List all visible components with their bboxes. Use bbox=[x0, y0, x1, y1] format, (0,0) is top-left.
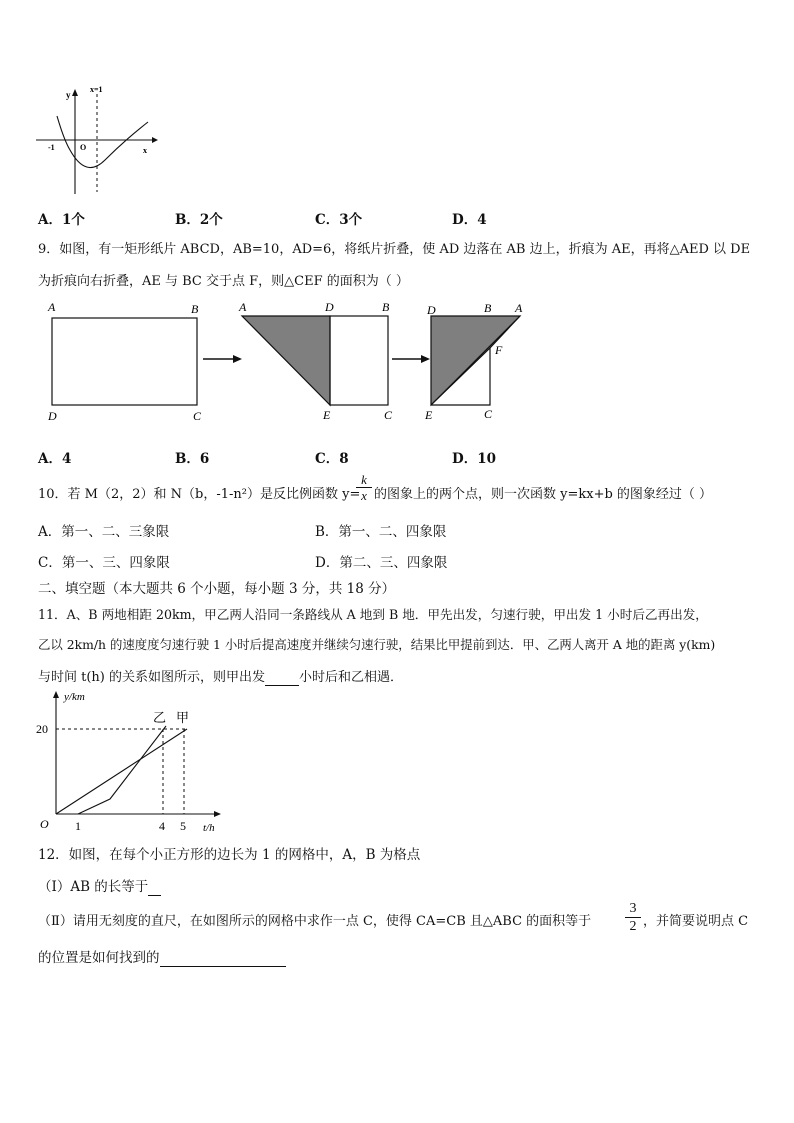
folded-triangle-shaded bbox=[242, 316, 330, 405]
q10-option-a[interactable]: A．第一、二、三象限 bbox=[38, 524, 170, 540]
fig3-label-c: C bbox=[484, 407, 493, 421]
t-axis-arrow bbox=[214, 811, 221, 817]
q9-stem-line2: 为折痕向右折叠，AE 与 BC 交于点 F，则△CEF 的面积为（ ） bbox=[38, 274, 409, 289]
q8-option-b[interactable]: B．2个 bbox=[175, 212, 223, 228]
parabola-curve bbox=[57, 116, 148, 168]
graph-line-label: x=1 bbox=[90, 85, 103, 94]
q10-fraction-numerator: k bbox=[361, 472, 367, 487]
graph-y-label: y/km bbox=[64, 691, 85, 703]
q11-stem-line3 bbox=[38, 666, 403, 686]
fig1-label-b: B bbox=[191, 302, 199, 316]
fig2-label-a: A bbox=[239, 300, 247, 314]
graph-x-label: x bbox=[143, 146, 147, 155]
q8-option-d[interactable]: D．4 bbox=[452, 212, 487, 228]
q8-option-a[interactable]: A．1个 bbox=[38, 212, 85, 228]
q9-option-b[interactable]: B．6 bbox=[175, 451, 210, 467]
fig3-label-f: F bbox=[495, 343, 503, 357]
q9-stem-line1: 9．如图，有一矩形纸片 ABCD，AB=10，AD=6，将纸片折叠，使 AD 边落在 AB 边上，折痕为 AE，再将△AED 以 DE bbox=[38, 242, 751, 257]
q10-fraction bbox=[356, 472, 372, 503]
distance-time-graph bbox=[30, 686, 230, 836]
fig3-label-e: E bbox=[425, 408, 433, 422]
q12-part2-text: （Ⅱ）请用无刻度的直尺，在如图所示的网格中求作一点 C，使得 CA=CB 且△ABC 的面积等于 bbox=[38, 914, 592, 929]
arrow-2-head bbox=[421, 355, 430, 363]
q8-option-c[interactable]: C．3个 bbox=[315, 212, 363, 228]
parabola-graph bbox=[30, 84, 160, 200]
section-heading: 二、填空题（本大题共 6 个小题，每小题 3 分，共 18 分） bbox=[38, 581, 396, 597]
fig1-label-c: C bbox=[193, 409, 202, 423]
remaining-rectangle bbox=[330, 316, 388, 405]
graph-origin: O bbox=[40, 817, 49, 831]
folding-figures bbox=[40, 296, 540, 426]
graph-origin: O bbox=[80, 143, 87, 152]
q12-fraction-denominator: 2 bbox=[625, 917, 641, 935]
rectangle-abcd bbox=[52, 318, 197, 405]
graph-t-label: t/h bbox=[203, 822, 215, 834]
q12-part1 bbox=[38, 875, 161, 896]
graph-y-label: y bbox=[66, 90, 71, 100]
line-jia bbox=[56, 729, 187, 814]
fig2-label-e: E bbox=[323, 408, 331, 422]
fig1-label-d: D bbox=[48, 409, 57, 423]
q11-answer-blank[interactable] bbox=[265, 670, 299, 686]
q12-part3-blank[interactable] bbox=[160, 950, 286, 967]
fig2-label-b: B bbox=[382, 300, 390, 314]
q12-part1-text: （Ⅰ）AB 的长等于 bbox=[38, 879, 149, 895]
q10-option-b[interactable]: B．第一、二、四象限 bbox=[315, 524, 447, 540]
q12-part1-blank[interactable] bbox=[148, 879, 161, 896]
graph-y-tick-20: 20 bbox=[36, 722, 48, 736]
q10-option-c[interactable]: C．第一、三、四象限 bbox=[38, 555, 170, 571]
q12-part3 bbox=[38, 946, 286, 967]
q10-option-d[interactable]: D．第二、三、四象限 bbox=[315, 555, 448, 571]
graph-x-tick-4: 4 bbox=[159, 819, 165, 833]
x-axis-arrow bbox=[152, 137, 158, 143]
q9-option-c[interactable]: C．8 bbox=[315, 451, 349, 467]
q10-stem-part2: 的图象上的两个点，则一次函数 y=kx+b 的图象经过（ ） bbox=[374, 487, 713, 502]
q11-stem-line2: 乙以 2km/h 的速度度匀速行驶 1 小时后提高速度并继续匀速行驶，结果比甲提前到达．甲、乙两人离开 A 地的距离 y(km) bbox=[38, 637, 716, 652]
graph-x-tick-5: 5 bbox=[180, 819, 186, 833]
arrow-1-head bbox=[233, 355, 242, 363]
fig3-label-b: B bbox=[484, 301, 492, 315]
q12-fraction-numerator: 3 bbox=[629, 901, 637, 916]
y-axis-arrow bbox=[53, 691, 59, 698]
graph-label-yi: 乙 bbox=[153, 710, 167, 725]
q12-part2-tail: ，并简要说明点 C bbox=[643, 914, 749, 929]
q9-option-d[interactable]: D．10 bbox=[452, 451, 496, 467]
fig3-label-a: A bbox=[515, 301, 523, 315]
q11-stem-line1: 11．A、B 两地相距 20km，甲乙两人沿同一条路线从 A 地到 B 地．甲先出发，匀速行驶，甲出发 1 小时后乙再出发， bbox=[38, 607, 708, 622]
q11-stem-line3-after: 小时后和乙相遇． bbox=[299, 670, 404, 685]
fig2-label-c: C bbox=[384, 408, 393, 422]
graph-x-tick-1: 1 bbox=[75, 819, 81, 833]
q11-stem-line3-before: 与时间 t(h) 的关系如图所示，则甲出发 bbox=[38, 670, 266, 685]
q9-option-a[interactable]: A．4 bbox=[38, 451, 72, 467]
fig1-label-a: A bbox=[48, 300, 56, 314]
q12-part3-text: 的位置是如何找到的 bbox=[38, 950, 160, 966]
q12-stem: 12．如图，在每个小正方形的边长为 1 的网格中，A，B 为格点 bbox=[38, 847, 421, 863]
q10-stem-part1: 10．若 M（2，2）和 N（b，-1-n²）是反比例函数 y= bbox=[38, 487, 361, 502]
graph-neg-one: -1 bbox=[48, 143, 55, 152]
y-axis-arrow bbox=[72, 89, 78, 96]
fig3-label-d: D bbox=[427, 303, 436, 317]
q10-fraction-denominator: x bbox=[356, 487, 372, 503]
q12-fraction bbox=[625, 900, 641, 935]
graph-label-jia: 甲 bbox=[176, 710, 190, 725]
line-yi bbox=[78, 726, 166, 814]
fig2-label-d: D bbox=[325, 300, 334, 314]
